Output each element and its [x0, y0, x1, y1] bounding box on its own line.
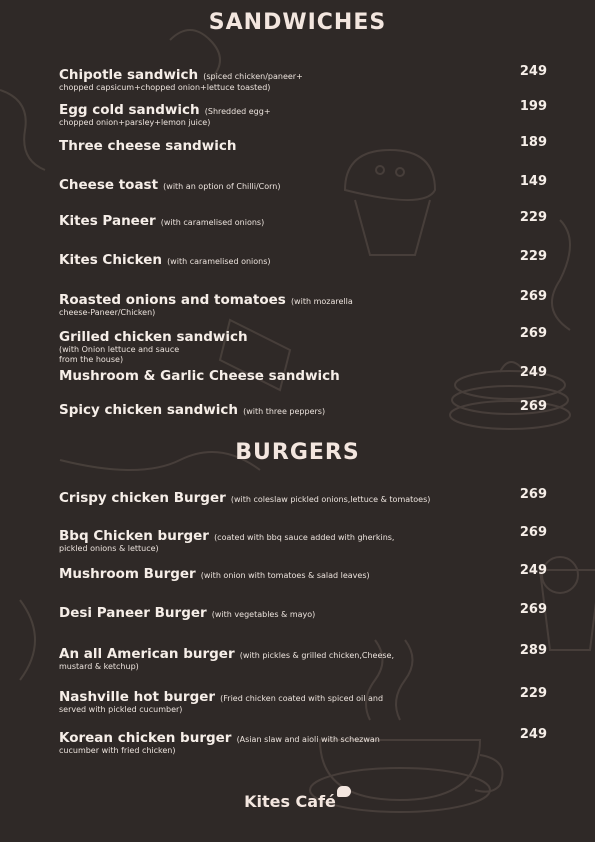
item-description-line: served with pickled cucumber) — [59, 705, 183, 714]
item-description: (Asian slaw and aioli with schezwan — [236, 735, 380, 744]
item-name: Kites Chicken — [59, 252, 162, 268]
item-description: (Shredded egg+ — [204, 107, 271, 116]
item-price: 269 — [519, 399, 547, 414]
item-name: Korean chicken burger — [59, 730, 232, 746]
item-price: 189 — [519, 135, 547, 150]
item-name: Three cheese sandwich — [59, 138, 237, 154]
item-name: Mushroom & Garlic Cheese sandwich — [59, 368, 340, 384]
item-description: (with vegetables & mayo) — [211, 610, 316, 619]
item-price: 229 — [519, 686, 547, 701]
menu-item — [59, 643, 547, 672]
menu-item — [59, 135, 547, 154]
menu-item — [59, 727, 547, 756]
menu-item — [59, 563, 547, 582]
item-name: Cheese toast — [59, 177, 159, 193]
item-price: 249 — [519, 727, 547, 742]
menu-item — [59, 249, 547, 268]
item-description-line: from the house) — [59, 355, 124, 364]
item-price: 149 — [519, 174, 547, 189]
menu-item — [59, 686, 547, 715]
item-description-line: pickled onions & lettuce) — [59, 544, 159, 553]
menu-item — [59, 99, 547, 128]
item-price: 269 — [519, 326, 547, 341]
item-description: (with caramelised onions) — [160, 218, 265, 227]
item-name: Egg cold sandwich — [59, 102, 200, 118]
brand-name: Kites Café — [244, 792, 336, 811]
item-description: (with onion with tomatoes & salad leaves) — [200, 571, 370, 580]
item-description: (Fried chicken coated with spiced oil and — [220, 694, 384, 703]
menu-item — [59, 365, 547, 384]
item-price: 269 — [519, 289, 547, 304]
burgers-title: BURGERS — [235, 440, 360, 465]
item-description-line: mustard & ketchup) — [59, 662, 139, 671]
item-price: 249 — [519, 64, 547, 79]
item-name: Kites Paneer — [59, 213, 156, 229]
item-description: (with three peppers) — [243, 407, 326, 416]
item-price: 289 — [519, 643, 547, 658]
item-name: Chipotle sandwich — [59, 67, 199, 83]
item-name: Bbq Chicken burger — [59, 528, 209, 544]
menu-item — [59, 174, 547, 193]
item-name: An all American burger — [59, 646, 235, 662]
menu-item — [59, 326, 547, 365]
item-description: (with coleslaw pickled onions,lettuce & tomatoes) — [230, 495, 431, 504]
item-name: Crispy chicken Burger — [59, 490, 226, 506]
item-description: (with an option of Chilli/Corn) — [163, 182, 281, 191]
item-price: 269 — [519, 525, 547, 540]
menu-item — [59, 525, 547, 554]
item-description-line: chopped capsicum+chopped onion+lettuce toasted) — [59, 83, 271, 92]
item-name: Grilled chicken sandwich — [59, 329, 248, 345]
menu-item — [59, 399, 547, 418]
item-price: 229 — [519, 210, 547, 225]
speech-bubble-icon — [337, 786, 351, 797]
item-description: (spiced chicken/paneer+ — [203, 72, 303, 81]
menu-item — [59, 64, 547, 93]
menu-item — [59, 289, 547, 318]
menu-item — [59, 487, 547, 506]
item-price: 249 — [519, 365, 547, 380]
item-name: Mushroom Burger — [59, 566, 196, 582]
item-description-line: chopped onion+parsley+lemon juice) — [59, 118, 211, 127]
brand-logo — [0, 792, 595, 811]
sandwiches-title: SANDWICHES — [208, 10, 387, 35]
item-description: (with pickles & grilled chicken,Cheese, — [239, 651, 395, 660]
menu-item — [59, 602, 547, 621]
item-description: (coated with bbq sauce added with gherkins, — [214, 533, 395, 542]
menu-item — [59, 210, 547, 229]
item-price: 249 — [519, 563, 547, 578]
item-price: 269 — [519, 487, 547, 502]
item-name: Nashville hot burger — [59, 689, 216, 705]
item-name: Spicy chicken sandwich — [59, 402, 238, 418]
item-description-line: (with Onion lettuce and sauce — [59, 345, 180, 354]
item-price: 229 — [519, 249, 547, 264]
item-description-line: cheese-Paneer/Chicken) — [59, 308, 156, 317]
item-price: 269 — [519, 602, 547, 617]
item-name: Desi Paneer Burger — [59, 605, 207, 621]
item-name: Roasted onions and tomatoes — [59, 292, 286, 308]
item-description: (with mozarella — [290, 297, 353, 306]
item-price: 199 — [519, 99, 547, 114]
item-description: (with caramelised onions) — [167, 257, 271, 266]
item-description-line: cucumber with fried chicken) — [59, 746, 176, 755]
